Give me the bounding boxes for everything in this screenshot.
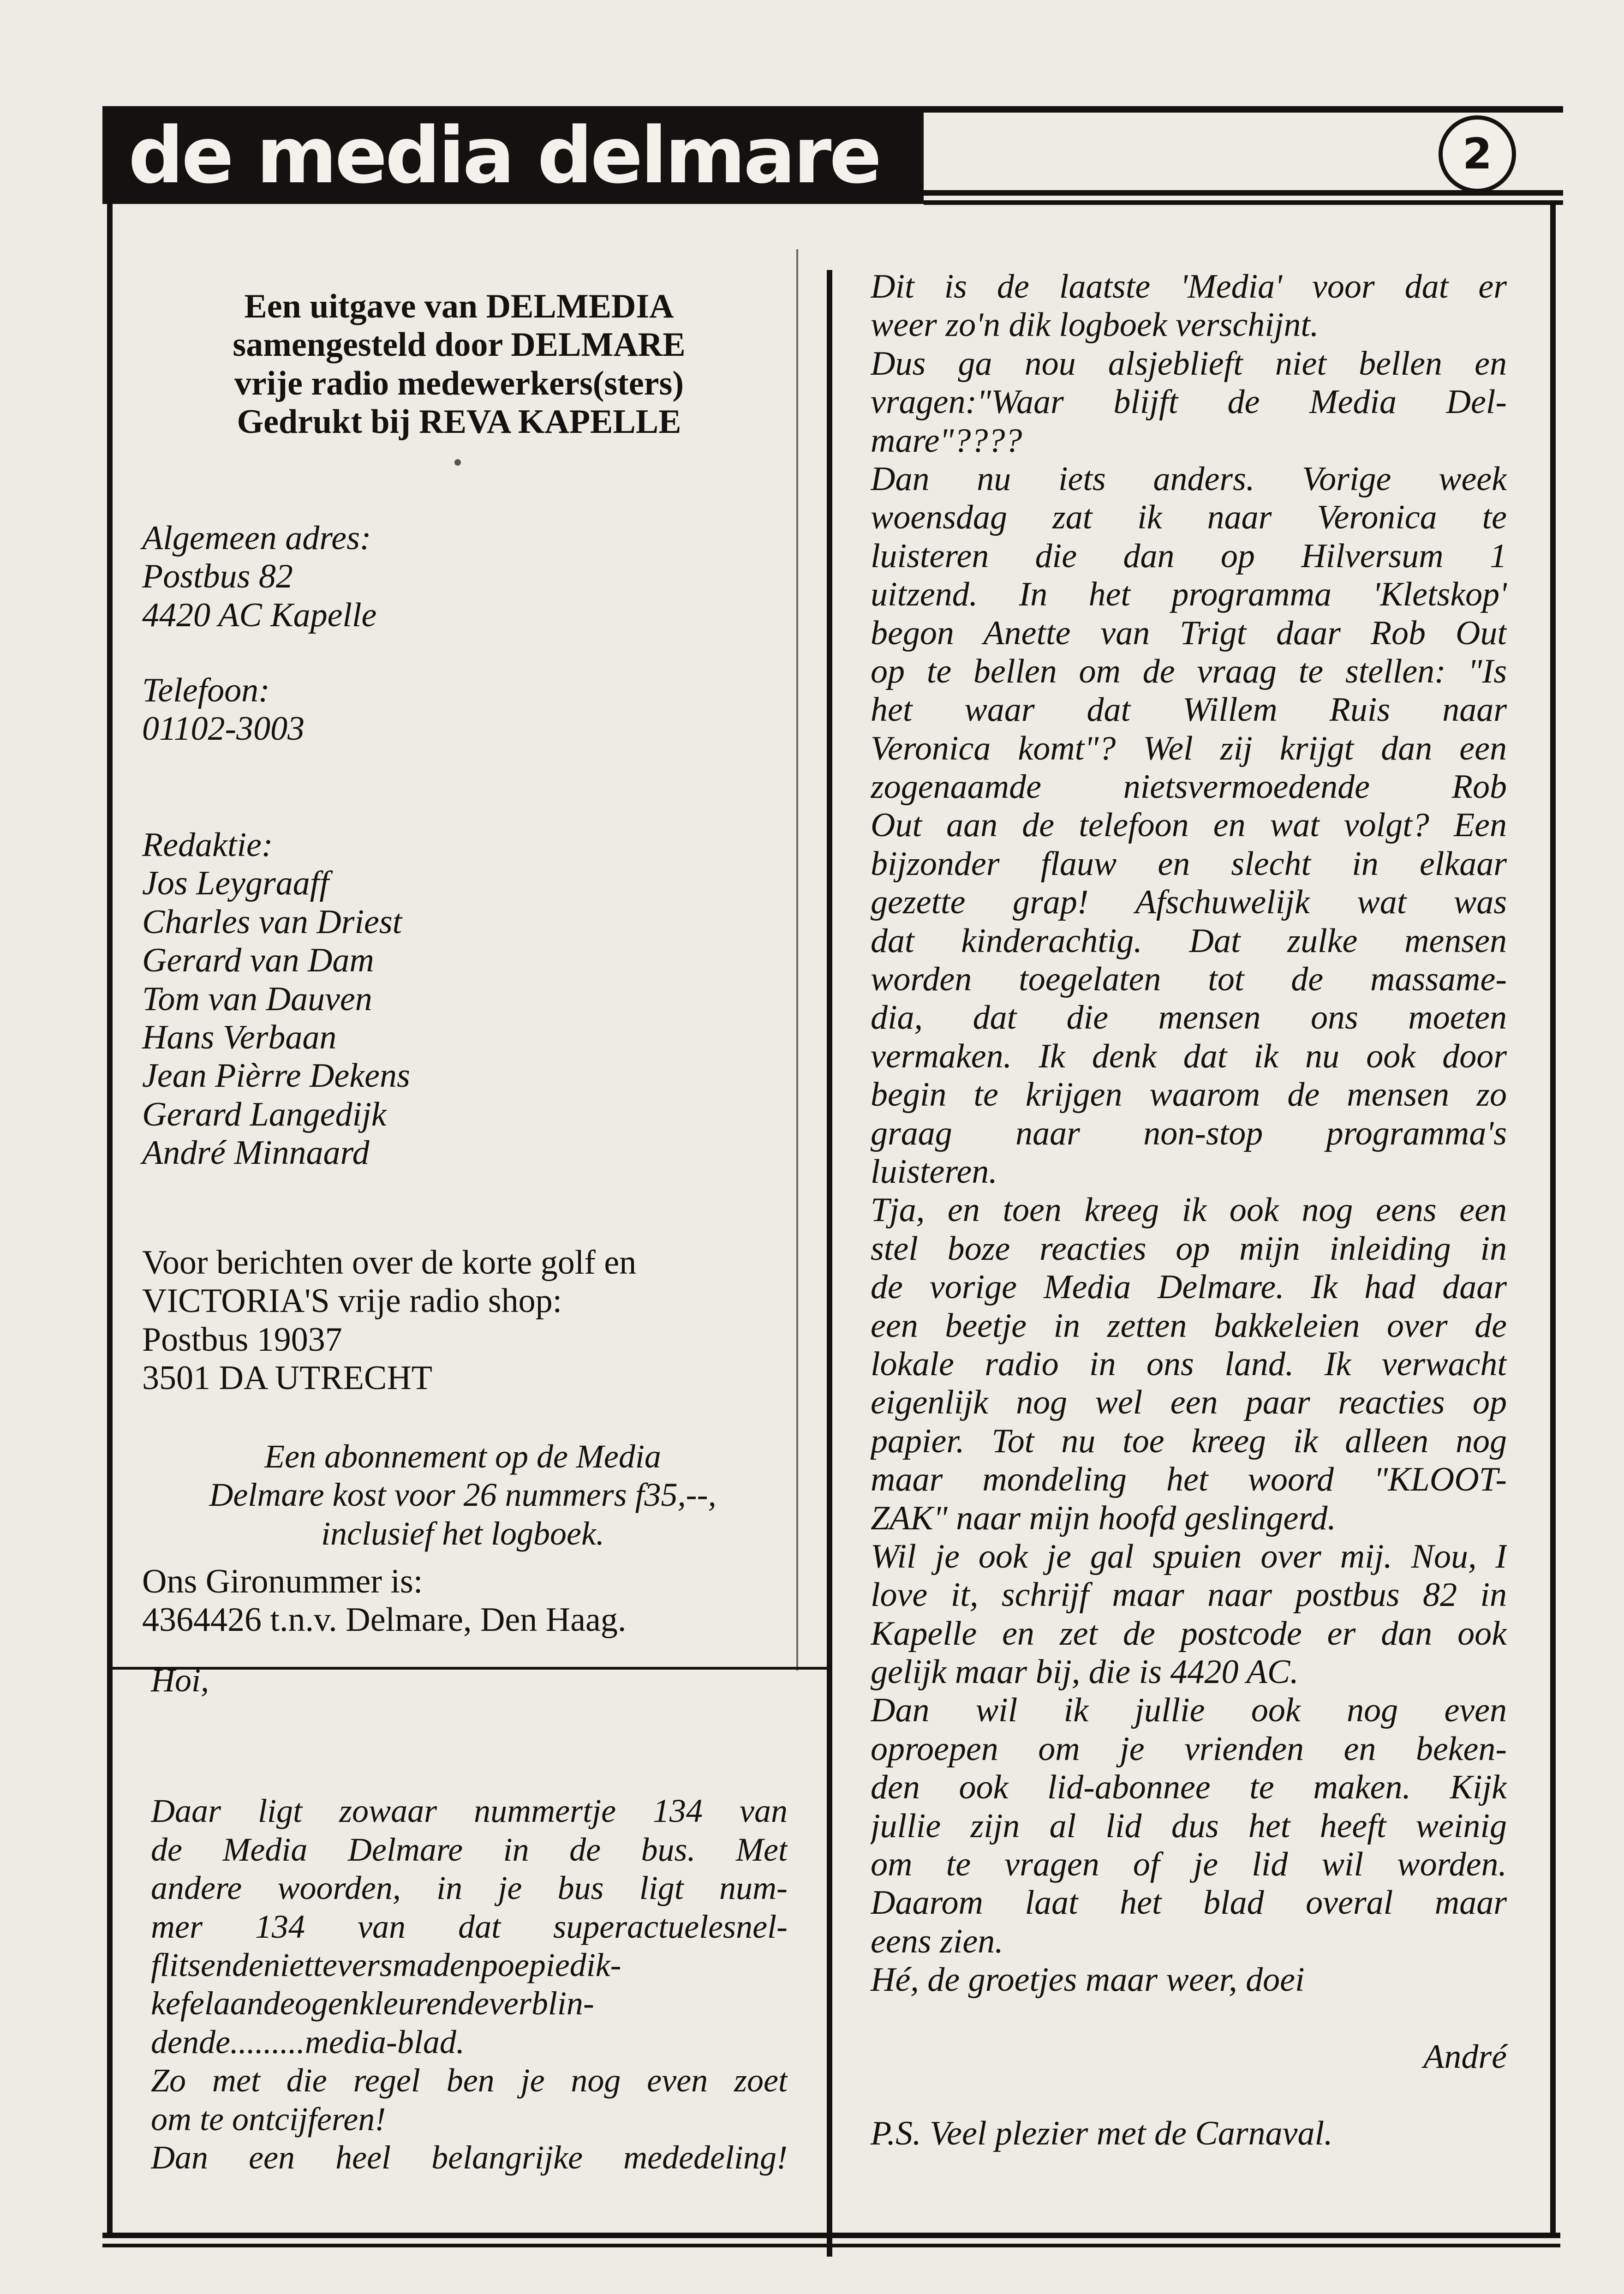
letter-line: kefelaandeogenkleurendeverblin- bbox=[151, 1985, 594, 2022]
article-line: zogenaamde nietsvermoedende Rob bbox=[871, 768, 1507, 806]
letter-line: Daar ligt zowaar nummertje 134 van bbox=[151, 1792, 788, 1830]
article-line: een beetje in zetten bakkeleien over de bbox=[871, 1306, 1507, 1345]
editorial-names bbox=[142, 864, 788, 1172]
editorial-label: Redaktie: bbox=[142, 826, 273, 864]
article-line: dat kinderachtig. Dat zulke mensen bbox=[871, 922, 1507, 960]
letter-line: andere woorden, in je bus ligt num- bbox=[151, 1869, 788, 1907]
text-line: Postbus 19037 bbox=[142, 1320, 342, 1359]
masthead-title: de media delmare bbox=[128, 110, 880, 201]
article-line: om te vragen of je lid wil worden. bbox=[871, 1845, 1507, 1884]
article-line: woensdag zat ik naar Veronica te bbox=[871, 498, 1507, 537]
article-line: de vorige Media Delmare. Ik had daar bbox=[871, 1268, 1507, 1306]
article-line: Dan wil ik jullie ook nog even bbox=[871, 1691, 1507, 1730]
text-line: André Minnaard bbox=[142, 1134, 370, 1172]
letter-line: mer 134 van dat superactuelesnel- bbox=[151, 1908, 788, 1945]
article-line: jullie zijn al lid dus het heeft weinig bbox=[871, 1807, 1507, 1845]
text-line: samengesteld door DELMARE bbox=[233, 326, 686, 364]
text-line: Gerard Langedijk bbox=[142, 1095, 387, 1133]
page-number: 2 bbox=[1439, 115, 1516, 193]
phone-block bbox=[142, 671, 788, 749]
article-line: Veronica komt"? Wel zij krijgt dan een bbox=[871, 729, 1507, 767]
paragraph bbox=[871, 345, 1507, 460]
article-line: Daarom laat het blad overal maar bbox=[871, 1884, 1507, 1922]
publisher-credits bbox=[166, 287, 752, 442]
article-line: Tja, en toen kreeg ik ook nog eens een bbox=[871, 1191, 1507, 1229]
letter-lines bbox=[151, 1792, 788, 2177]
article-line: weer zo'n dik logboek verschijnt. bbox=[871, 306, 1319, 344]
paragraph bbox=[871, 1538, 1507, 1692]
article-line: stel boze reacties op mijn inleiding in bbox=[871, 1229, 1507, 1268]
text-line: Voor berichten over de korte golf en bbox=[142, 1244, 637, 1282]
letter-line: flitsendenietteversmadenpoepiedik- bbox=[151, 1946, 621, 1983]
text-line: inclusief het logboek. bbox=[321, 1515, 604, 1552]
text-line: Gedrukt bij REVA KAPELLE bbox=[237, 403, 681, 441]
text-line: Jos Leygraaff bbox=[142, 864, 329, 903]
phone-label: Telefoon: bbox=[142, 671, 270, 709]
paragraph bbox=[871, 1191, 1507, 1538]
text-line: Postbus 82 bbox=[142, 557, 293, 596]
postscript: P.S. Veel plezier met de Carnaval. bbox=[871, 2114, 1333, 2152]
article-line: mare"???? bbox=[871, 421, 1022, 460]
letter-line: om te ontcijferen! bbox=[151, 2100, 386, 2138]
article-line: love it, schrijf maar naar postbus 82 in bbox=[871, 1576, 1507, 1614]
masthead bbox=[102, 107, 924, 204]
letter-line: de Media Delmare in de bus. Met bbox=[151, 1831, 788, 1868]
article-line: vragen:"Waar blijft de Media Del- bbox=[871, 383, 1507, 421]
article-line: Wil je ook je gal spuien over mij. Nou, I bbox=[871, 1537, 1507, 1575]
article-line: den ook lid-abonnee te maken. Kijk bbox=[871, 1768, 1507, 1807]
article-line: lokale radio in ons land. Ik verwacht bbox=[871, 1345, 1507, 1383]
letter-greeting: Hoi, bbox=[151, 1662, 209, 1699]
article-line: Hé, de groetjes maar weer, doei bbox=[871, 1961, 1305, 1999]
article-line: Dan nu iets anders. Vorige week bbox=[871, 460, 1507, 498]
article-line: op te bellen om de vraag te stellen: "Is bbox=[871, 652, 1507, 690]
text-line: Ons Gironummer is: bbox=[142, 1563, 423, 1600]
letter-block bbox=[151, 1661, 788, 2177]
column-divider-thin bbox=[796, 249, 798, 1671]
text-line: Gerard van Dam bbox=[142, 941, 374, 980]
article-line: dia, dat die mensen ons moeten bbox=[871, 999, 1507, 1037]
article-line: worden toegelaten tot de massame- bbox=[871, 960, 1507, 999]
article-line: begon Anette van Trigt daar Rob Out bbox=[871, 614, 1507, 652]
paragraph bbox=[871, 1961, 1507, 1999]
shortwave-block bbox=[142, 1244, 788, 1398]
article-line: graag naar non-stop programma's bbox=[871, 1114, 1507, 1152]
address-label: Algemeen adres: bbox=[142, 519, 371, 557]
paragraph bbox=[871, 1691, 1507, 1961]
editorial-block bbox=[142, 826, 788, 1173]
dot bbox=[454, 459, 461, 466]
article-line: Dit is de laatste 'Media' voor dat er bbox=[871, 268, 1507, 305]
text-line: Tom van Dauven bbox=[142, 980, 372, 1018]
article-line: gelijk maar bij, die is 4420 AC. bbox=[871, 1653, 1299, 1691]
address-lines bbox=[142, 557, 788, 635]
article-line: Dus ga nou alsjeblieft niet bellen en bbox=[871, 344, 1507, 383]
giro-block bbox=[142, 1563, 788, 1640]
signature: André bbox=[1423, 2037, 1507, 2076]
article-line: begin te krijgen waarom de mensen zo bbox=[871, 1076, 1507, 1114]
article-line: oproepen om je vrienden en beken- bbox=[871, 1730, 1507, 1768]
letter-line: Zo met die regel ben je nog even zoet bbox=[151, 2062, 788, 2099]
paragraph bbox=[871, 460, 1507, 1191]
article-line: uitzend. In het programma 'Kletskop' bbox=[871, 575, 1507, 614]
text-line: VICTORIA'S vrije radio shop: bbox=[142, 1282, 562, 1320]
text-line: vrije radio medewerkers(sters) bbox=[234, 364, 684, 402]
article-line: ZAK" naar mijn hoofd geslingerd. bbox=[871, 1499, 1336, 1537]
subscription-block bbox=[142, 1437, 783, 1553]
article-line: maar mondeling het woord "KLOOT- bbox=[871, 1461, 1507, 1499]
text-line: Jean Pièrre Dekens bbox=[142, 1057, 410, 1095]
editorial-article bbox=[871, 268, 1507, 2153]
letter-line: dende.........media-blad. bbox=[151, 2023, 465, 2060]
article-line: luisteren. bbox=[871, 1152, 997, 1191]
article-line: Out aan de telefoon en wat volgt? Een bbox=[871, 806, 1507, 845]
article-line: het waar dat Willem Ruis naar bbox=[871, 691, 1507, 729]
column-divider-thick bbox=[827, 270, 832, 2257]
article-line: eens zien. bbox=[871, 1922, 1003, 1960]
text-line: 4364426 t.n.v. Delmare, Den Haag. bbox=[142, 1601, 627, 1639]
text-line: Charles van Driest bbox=[142, 903, 402, 941]
article-line: luisteren die dan op Hilversum 1 bbox=[871, 537, 1507, 575]
article-line: Kapelle en zet de postcode er dan ook bbox=[871, 1614, 1507, 1653]
article-line: eigenlijk nog wel een paar reacties op bbox=[871, 1384, 1507, 1422]
text-line: Delmare kost voor 26 nummers f35,--, bbox=[209, 1476, 716, 1514]
article-line: gezette grap! Afschuwelijk wat was bbox=[871, 883, 1507, 922]
text-line: 3501 DA UTRECHT bbox=[142, 1359, 432, 1397]
article-line: papier. Tot nu toe kreeg ik alleen nog bbox=[871, 1422, 1507, 1460]
text-line: Een abonnement op de Media bbox=[264, 1438, 661, 1475]
article-line: bijzonder flauw en slecht in elkaar bbox=[871, 845, 1507, 883]
text-line: Een uitgave van DELMEDIA bbox=[244, 287, 674, 325]
address-block bbox=[142, 519, 788, 635]
article-line: vermaken. Ik denk dat ik nu ook door bbox=[871, 1037, 1507, 1075]
phone-value: 01102-3003 bbox=[142, 710, 305, 748]
letter-line: Dan een heel belangrijke mededeling! bbox=[151, 2138, 788, 2176]
text-line: Hans Verbaan bbox=[142, 1018, 337, 1056]
text-line: 4420 AC Kapelle bbox=[142, 596, 377, 634]
article-paragraphs bbox=[871, 268, 1507, 2000]
paragraph bbox=[871, 268, 1507, 345]
